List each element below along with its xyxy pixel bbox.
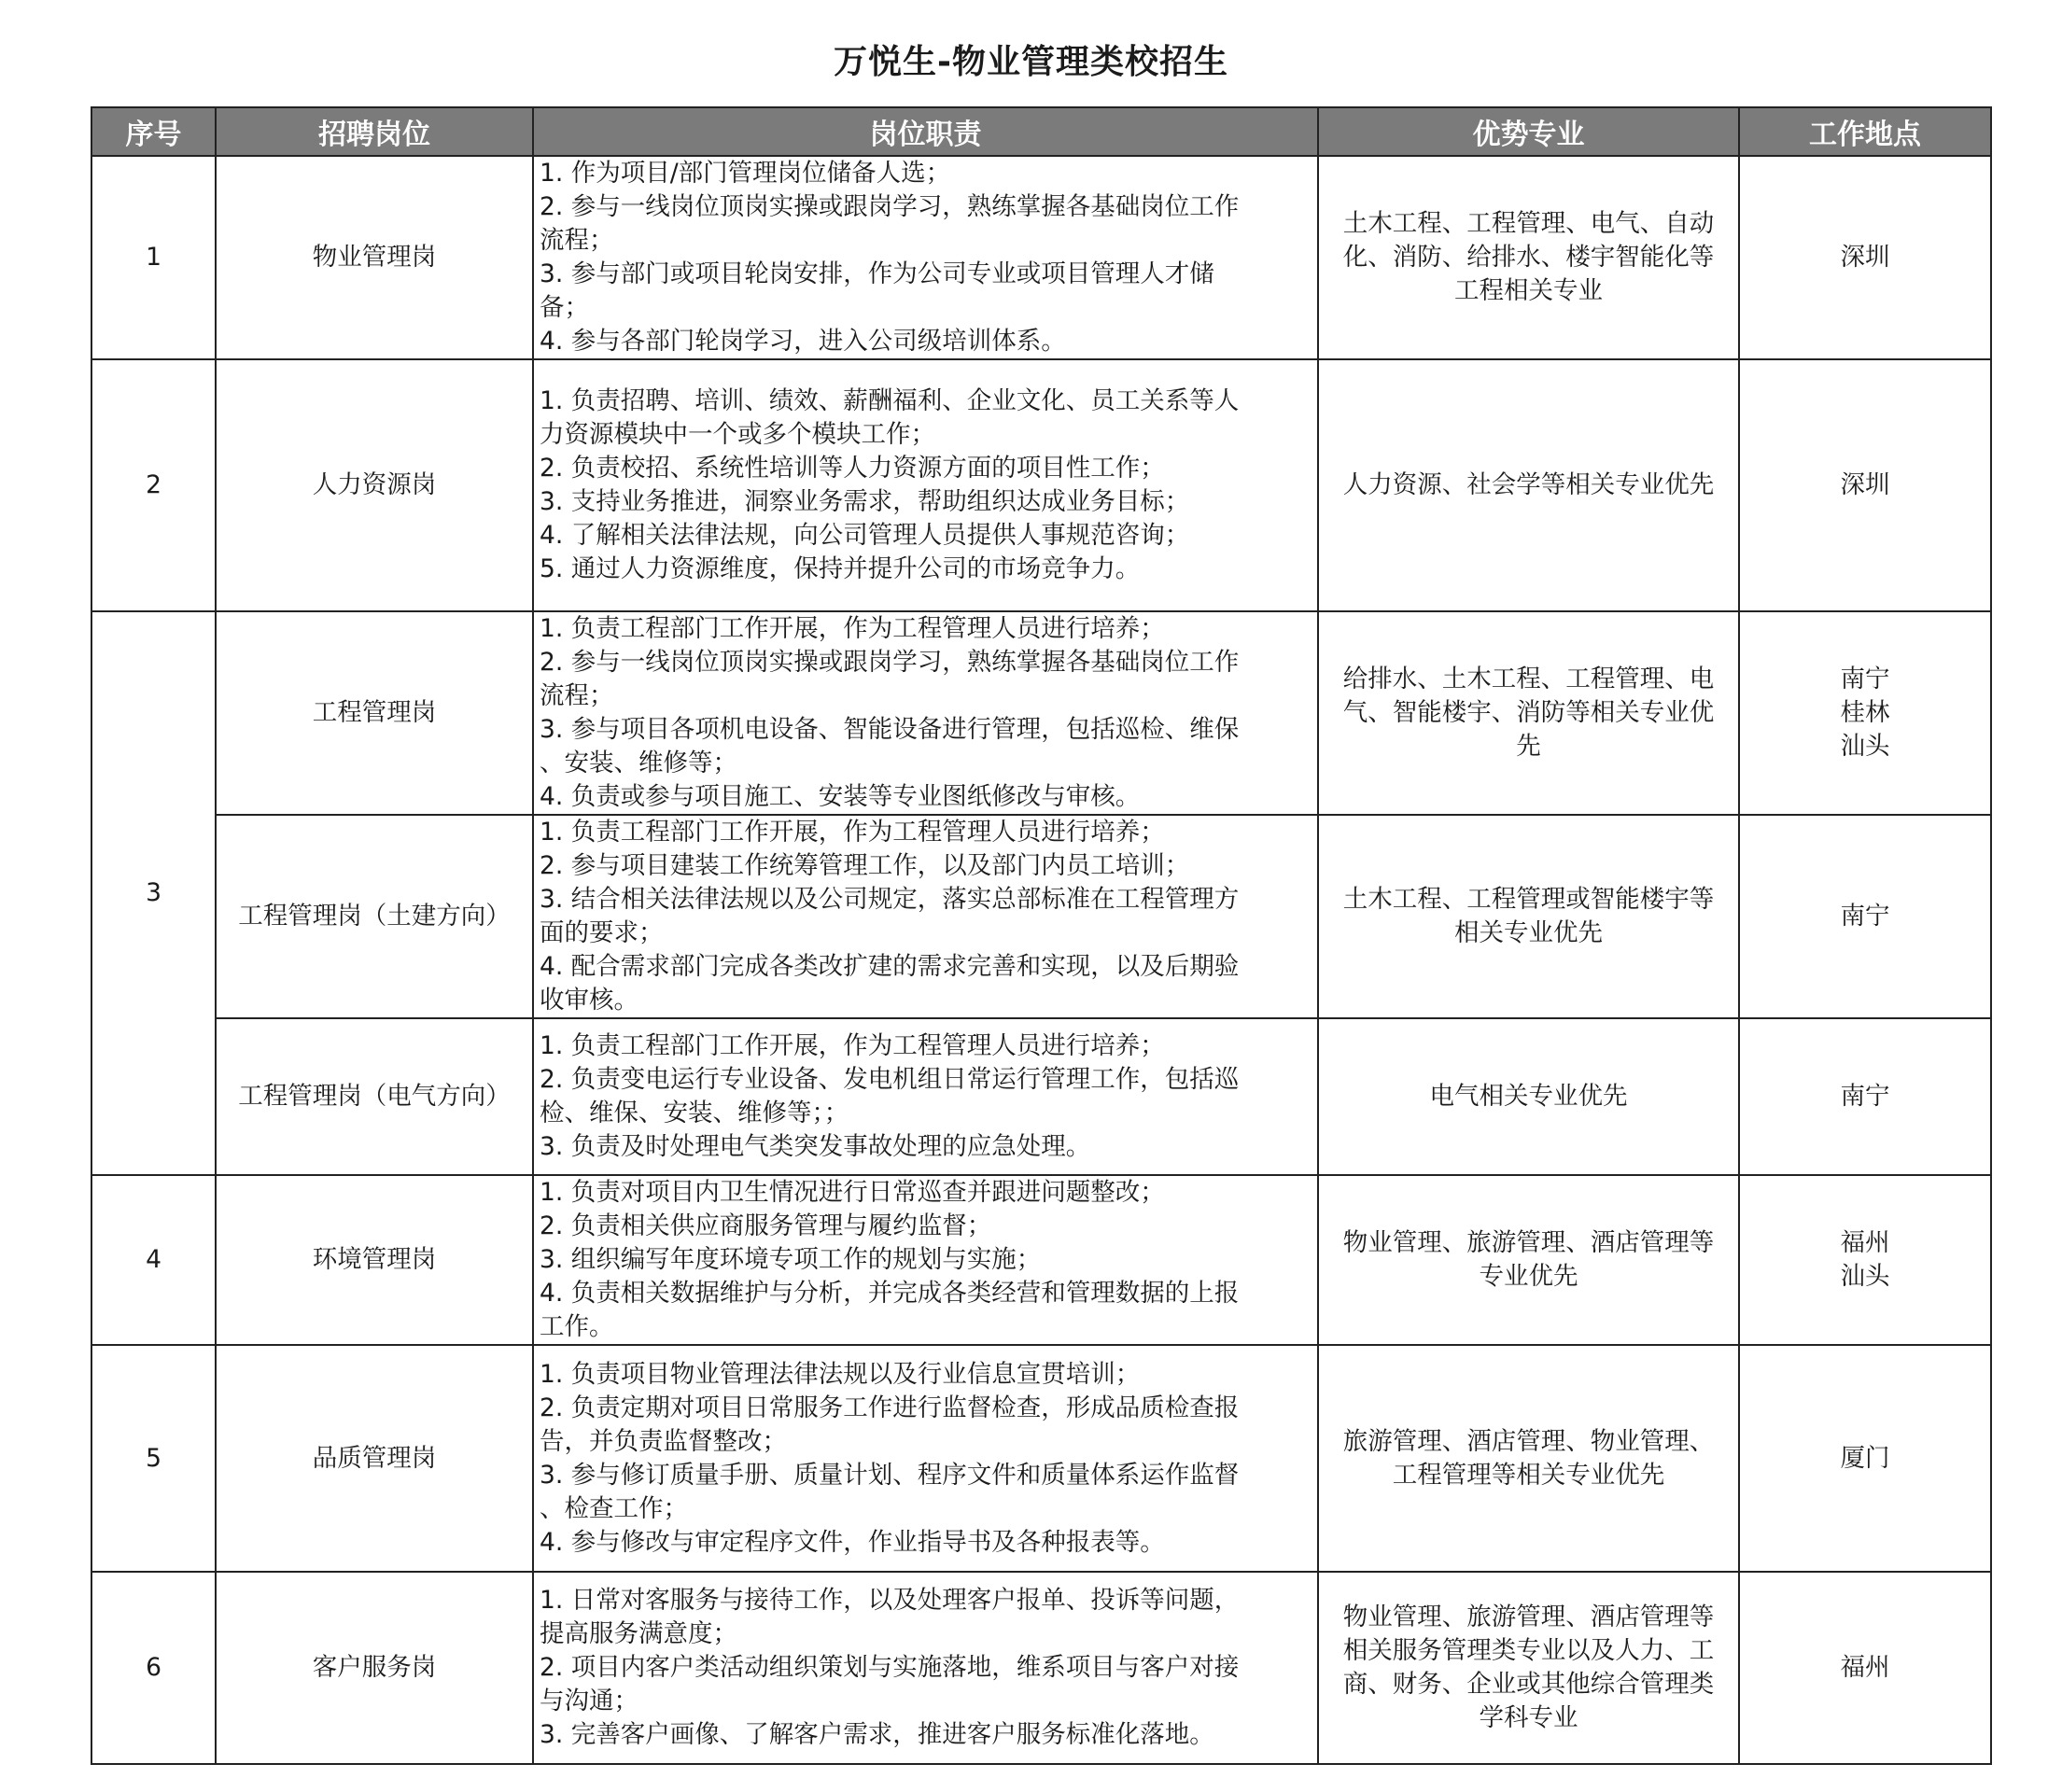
duty-line: 流程； [540, 681, 614, 710]
duty-line: 2. 项目内客户类活动组织策划与实施落地，维系项目与客户对接 [540, 1653, 1240, 1682]
row-number: 2 [91, 359, 216, 611]
location-cell [1739, 156, 1991, 359]
location: 桂林 [1840, 698, 1890, 727]
location-cell [1739, 611, 1991, 815]
major-line: 商、财务、企业或其他综合管理类 [1342, 1670, 1715, 1699]
location: 福州 [1840, 1228, 1890, 1257]
duty-line: 2. 参与一线岗位顶岗实操或跟岗学习，熟练掌握各基础岗位工作 [540, 192, 1240, 221]
duty-line: 1. 负责工程部门工作开展，作为工程管理人员进行培养； [540, 614, 1165, 643]
location: 福州 [1840, 1653, 1890, 1682]
duty-line: 4. 参与各部门轮岗学习，进入公司级培训体系。 [540, 327, 1066, 356]
location-cell [1739, 1572, 1991, 1764]
duty-line: 2. 负责相关供应商服务管理与履约监督； [540, 1211, 992, 1240]
duty-line: 告，并负责监督整改； [540, 1426, 787, 1456]
duty-line: 、检查工作； [540, 1493, 688, 1523]
duty-line: 3. 组织编写年度环境专项工作的规划与实施； [540, 1245, 1042, 1274]
duty-line: 2. 参与一线岗位顶岗实操或跟岗学习，熟练掌握各基础岗位工作 [540, 648, 1240, 677]
location: 汕头 [1840, 1262, 1890, 1291]
majors-cell [1318, 156, 1739, 359]
majors-cell [1318, 1175, 1739, 1345]
majors-cell [1318, 1345, 1739, 1572]
header-majors: 优势专业 [1318, 107, 1739, 156]
duty-line: 3. 负责及时处理电气类突发事故处理的应急处理。 [540, 1132, 1091, 1161]
major-line: 给排水、土木工程、工程管理、电 [1342, 665, 1715, 693]
duties-cell [533, 815, 1318, 1018]
major-line: 人力资源、社会学等相关专业优先 [1342, 470, 1715, 499]
duties-cell [533, 359, 1318, 611]
row-number: 5 [91, 1345, 216, 1572]
table-row [91, 1018, 1991, 1175]
page-title: 万悦生-物业管理类校招生 [834, 43, 1228, 81]
duty-line: 2. 负责变电运行专业设备、发电机组日常运行管理工作，包括巡 [540, 1065, 1240, 1094]
duty-line: 备； [540, 293, 589, 322]
table-row [91, 1572, 1991, 1764]
header-row [91, 107, 1991, 156]
majors-cell [1318, 815, 1739, 1018]
header-duties: 岗位职责 [533, 107, 1318, 156]
major-line: 物业管理、旅游管理、酒店管理等 [1342, 1603, 1715, 1631]
duties-cell [533, 1345, 1318, 1572]
major-line: 电气相关专业优先 [1429, 1082, 1628, 1111]
major-line: 工程管理等相关专业优先 [1392, 1460, 1665, 1490]
major-line: 物业管理、旅游管理、酒店管理等 [1342, 1228, 1715, 1257]
location-cell [1739, 1175, 1991, 1345]
duty-line: 3. 参与项目各项机电设备、智能设备进行管理，包括巡检、维保 [540, 715, 1240, 744]
duty-line: 4. 参与修改与审定程序文件，作业指导书及各种报表等。 [540, 1527, 1165, 1557]
duty-line: 1. 负责对项目内卫生情况进行日常巡查并跟进问题整改； [540, 1178, 1165, 1207]
major-line: 化、消防、给排水、楼宇智能化等 [1342, 243, 1715, 272]
location-cell [1739, 1018, 1991, 1175]
row-number: 4 [91, 1175, 216, 1345]
duty-line: 4. 配合需求部门完成各类改扩建的需求完善和实现，以及后期验 [540, 952, 1240, 981]
duty-line: 工作。 [540, 1312, 614, 1341]
major-line: 相关专业优先 [1454, 918, 1603, 947]
duty-line: 3. 参与部门或项目轮岗安排，作为公司专业或项目管理人才储 [540, 259, 1214, 288]
duty-line: 3. 支持业务推进，洞察业务需求，帮助组织达成业务目标； [540, 487, 1190, 516]
table-row [91, 611, 1991, 815]
duty-line: 收审核。 [540, 986, 638, 1015]
header-position: 招聘岗位 [216, 107, 533, 156]
duty-line: 1. 负责工程部门工作开展，作为工程管理人员进行培养； [540, 818, 1165, 847]
position-name: 工程管理岗（土建方向） [216, 815, 533, 1018]
duty-line: 2. 负责定期对项目日常服务工作进行监督检查，形成品质检查报 [540, 1393, 1240, 1422]
table-row [91, 359, 1991, 611]
position-name: 人力资源岗 [216, 359, 533, 611]
location: 汕头 [1840, 732, 1890, 761]
location-cell [1739, 1345, 1991, 1572]
position-name: 工程管理岗（电气方向） [216, 1018, 533, 1175]
duty-line: 2. 负责校招、系统性培训等人力资源方面的项目性工作； [540, 454, 1165, 483]
location: 深圳 [1840, 243, 1890, 272]
duty-line: 4. 负责相关数据维护与分析，并完成各类经营和管理数据的上报 [540, 1279, 1240, 1308]
location: 南宁 [1840, 665, 1890, 693]
row-number: 6 [91, 1572, 216, 1764]
major-line: 专业优先 [1479, 1262, 1578, 1291]
location: 南宁 [1840, 902, 1890, 931]
major-line: 工程相关专业 [1454, 276, 1603, 305]
position-name: 品质管理岗 [216, 1345, 533, 1572]
duty-line: 3. 完善客户画像、了解客户需求，推进客户服务标准化落地。 [540, 1720, 1214, 1749]
duty-line: 、安装、维修等； [540, 749, 737, 777]
duty-line: 检、维保、安装、维修等；； [540, 1099, 849, 1127]
duty-line: 4. 了解相关法律法规，向公司管理人员提供人事规范咨询； [540, 521, 1190, 550]
majors-cell [1318, 611, 1739, 815]
duty-line: 1. 作为项目/部门管理岗位储备人选； [540, 159, 951, 188]
majors-cell [1318, 1572, 1739, 1764]
duty-line: 提高服务满意度； [540, 1619, 737, 1648]
position-name: 物业管理岗 [216, 156, 533, 359]
location-cell [1739, 359, 1991, 611]
duty-line: 2. 参与项目建装工作统筹管理工作，以及部门内员工培训； [540, 851, 1190, 880]
major-line: 相关服务管理类专业以及人力、工 [1342, 1636, 1715, 1665]
position-name: 环境管理岗 [216, 1175, 533, 1345]
location: 深圳 [1840, 470, 1890, 499]
header-no: 序号 [91, 107, 216, 156]
duty-line: 与沟通； [540, 1687, 638, 1715]
table-row [91, 156, 1991, 359]
major-line: 气、智能楼宇、消防等相关专业优 [1342, 698, 1715, 727]
header-location: 工作地点 [1739, 107, 1991, 156]
duties-cell [533, 1175, 1318, 1345]
duty-line: 1. 负责工程部门工作开展，作为工程管理人员进行培养； [540, 1031, 1165, 1060]
duty-line: 3. 参与修订质量手册、质量计划、程序文件和质量体系运作监督 [540, 1460, 1240, 1490]
major-line: 学科专业 [1479, 1703, 1578, 1732]
duties-cell [533, 611, 1318, 815]
row-number: 3 [91, 611, 216, 1175]
major-line: 先 [1516, 732, 1541, 761]
location-cell [1739, 815, 1991, 1018]
duties-cell [533, 1018, 1318, 1175]
major-line: 土木工程、工程管理、电气、自动 [1342, 209, 1715, 238]
major-line: 旅游管理、酒店管理、物业管理、 [1342, 1426, 1715, 1456]
duty-line: 力资源模块中一个或多个模块工作； [540, 420, 935, 449]
row-number: 1 [91, 156, 216, 359]
table-row [91, 815, 1991, 1018]
major-line: 土木工程、工程管理或智能楼宇等 [1342, 885, 1715, 914]
table-row [91, 1345, 1991, 1572]
location: 南宁 [1840, 1082, 1890, 1111]
duty-line: 流程； [540, 226, 614, 255]
duty-line: 1. 日常对客服务与接待工作，以及处理客户报单、投诉等问题， [540, 1586, 1240, 1615]
duty-line: 5. 通过人力资源维度，保持并提升公司的市场竞争力。 [540, 554, 1141, 583]
recruitment-table [91, 106, 1992, 1765]
duties-cell [533, 1572, 1318, 1764]
table-row [91, 1175, 1991, 1345]
duty-line: 1. 负责招聘、培训、绩效、薪酬福利、企业文化、员工关系等人 [540, 386, 1240, 415]
duties-cell [533, 156, 1318, 359]
position-name: 工程管理岗 [216, 611, 533, 815]
duty-line: 4. 负责或参与项目施工、安装等专业图纸修改与审核。 [540, 782, 1141, 811]
majors-cell [1318, 359, 1739, 611]
duty-line: 3. 结合相关法律法规以及公司规定，落实总部标准在工程管理方 [540, 885, 1240, 914]
position-name: 客户服务岗 [216, 1572, 533, 1764]
location: 厦门 [1840, 1443, 1890, 1473]
duty-line: 面的要求； [540, 918, 664, 947]
duty-line: 1. 负责项目物业管理法律法规以及行业信息宣贯培训； [540, 1359, 1141, 1389]
majors-cell [1318, 1018, 1739, 1175]
